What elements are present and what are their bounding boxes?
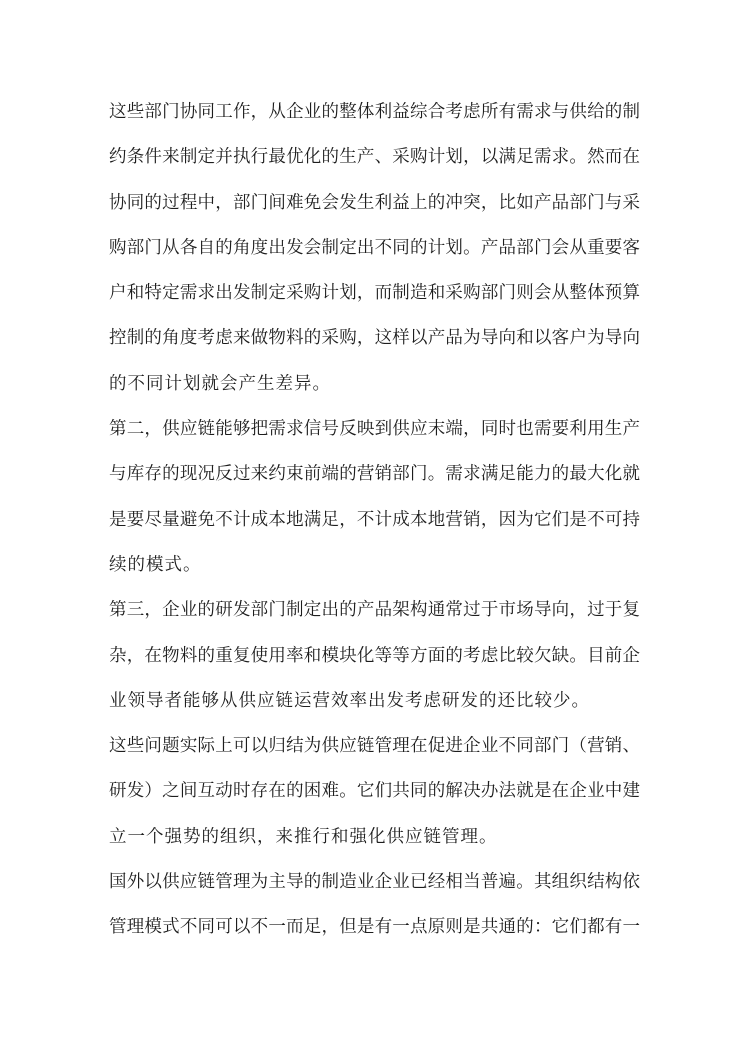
text-line: 国外以供应链管理为主导的制造业企业已经相当普遍。其组织结构依 xyxy=(109,871,640,892)
paragraph-3 xyxy=(109,587,640,723)
text-line: 的不同计划就会产生差异。 xyxy=(109,372,331,393)
text-line: 续的模式。 xyxy=(109,553,202,574)
text-line: 研发）之间互动时存在的困难。它们共同的解决办法就是在企业中建 xyxy=(109,780,640,801)
text-line: 立一个强势的组织，来推行和强化供应链管理。 xyxy=(109,825,498,846)
text-line: 控制的角度考虑来做物料的采购，这样以产品为导向和以客户为导向 xyxy=(109,327,640,348)
text-line: 协同的过程中，部门间难免会发生利益上的冲突，比如产品部门与采 xyxy=(109,191,640,212)
text-line: 这些部门协同工作，从企业的整体利益综合考虑所有需求与供给的制 xyxy=(109,101,640,121)
text-line: 杂，在物料的重复使用率和模块化等等方面的考虑比较欠缺。目前企 xyxy=(109,644,640,665)
text-line: 与库存的现况反过来约束前端的营销部门。需求满足能力的最大化就 xyxy=(109,463,640,484)
text-line: 管理模式不同可以不一而足，但是有一点原则是共通的：它们都有一 xyxy=(109,916,640,937)
document-text xyxy=(109,89,640,950)
text-line: 是要尽量避免不计成本地满足，不计成本地营销，因为它们是不可持 xyxy=(109,508,640,529)
paragraph-1 xyxy=(109,89,640,406)
text-line: 第三，企业的研发部门制定出的产品架构通常过于市场导向，过于复 xyxy=(109,599,640,620)
text-line: 这些问题实际上可以归结为供应链管理在促进企业不同部门（营销、 xyxy=(109,735,640,756)
paragraph-5 xyxy=(109,859,640,950)
text-line: 业领导者能够从供应链运营效率出发考虑研发的还比较少。 xyxy=(109,689,590,710)
paragraph-2 xyxy=(109,406,640,587)
text-line: 第二，供应链能够把需求信号反映到供应末端，同时也需要利用生产 xyxy=(109,418,640,439)
text-line: 购部门从各自的角度出发会制定出不同的计划。产品部门会从重要客 xyxy=(109,236,640,257)
text-line: 约条件来制定并执行最优化的生产、采购计划，以满足需求。然而在 xyxy=(109,146,640,167)
paragraph-4 xyxy=(109,723,640,859)
text-line: 户和特定需求出发制定采购计划，而制造和采购部门则会从整体预算 xyxy=(109,282,640,303)
